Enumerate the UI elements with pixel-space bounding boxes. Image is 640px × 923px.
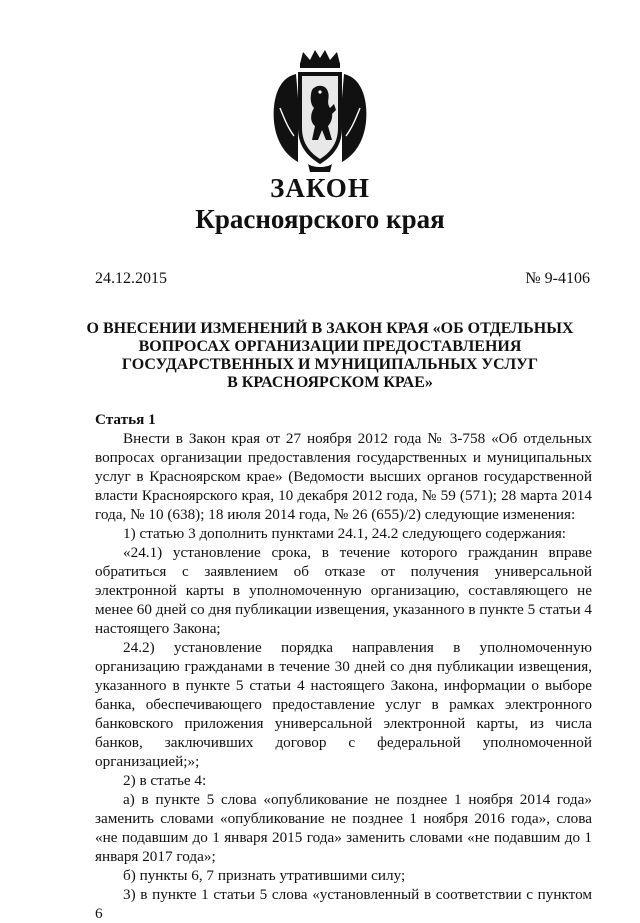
article-paragraph: 2) в статье 4:: [123, 772, 207, 789]
article-body: [95, 410, 592, 923]
article-paragraph: а) в пункте 5 слова «опубликование не позднее 1 ноября 2014 года» заменить словами «опубликование не позднее 1 ноября 2016 года», слова «не подавшим до 1 января 2015 года» заменить словами «не подавшим до 1 января 2017 года»;: [95, 791, 592, 865]
law-region: Красноярского края: [195, 204, 445, 234]
coat-of-arms-icon: [270, 48, 370, 176]
document-date: 24.12.2015: [95, 270, 167, 287]
heading-line: ВОПРОСАХ ОРГАНИЗАЦИИ ПРЕДОСТАВЛЕНИЯ: [138, 338, 522, 355]
article-paragraph: «24.1) установление срока, в течение которого гражданин вправе обратиться с заявлением об отказе от получения универсальной электронной карты в уполномоченную организацию, составляющего не менее 60 дней со дня публикации извещения, указанного в пункте 5 статьи 4 настоящего Закона;: [95, 544, 592, 637]
article-title: Статья 1: [95, 411, 156, 428]
law-heading: [60, 320, 600, 392]
heading-line: О ВНЕСЕНИИ ИЗМЕНЕНИЙ В ЗАКОН КРАЯ «ОБ ОТДЕЛЬНЫХ: [86, 320, 574, 337]
article-paragraph: 1) статью 3 дополнить пунктами 24.1, 24.2 следующего содержания:: [123, 525, 567, 542]
heading-line: ГОСУДАРСТВЕННЫХ И МУНИЦИПАЛЬНЫХ УСЛУГ: [121, 356, 539, 373]
article-paragraph: 24.2) установление порядка направления в уполномоченную организацию гражданами в течение 30 дней со дня публикации извещения, указанного в пункте 5 статьи 4 настоящего Закона, информации о выборе банка, обеспечивающего предоставление услуг в рамках электронного банковского приложения универсальной электронной карты, из числа банков, заключивших договор с федеральной уполномоченной организацией;»;: [95, 639, 592, 770]
article-paragraph: б) пункты 6, 7 признать утратившими силу;: [123, 867, 406, 884]
article-paragraph: 3) в пункте 1 статьи 5 слова «установленный в соответствии с пунктом 6: [95, 886, 592, 922]
article-paragraph: Внести в Закон края от 27 ноября 2012 года № 3-758 «Об отдельных вопросах организации предоставления государственных и муниципальных услуг в Красноярском крае» (Ведомости высших органов государственной власти Красноярского края, 10 декабря 2012 года, № 59 (571); 28 марта 2014 года, № 10 (638); 18 июля 2014 года, № 26 (655)/2) следующие изменения:: [95, 430, 592, 523]
document-number: № 9-4106: [525, 270, 590, 287]
heading-line: В КРАСНОЯРСКОМ КРАЕ»: [227, 374, 433, 391]
law-title: ЗАКОН: [270, 173, 370, 203]
